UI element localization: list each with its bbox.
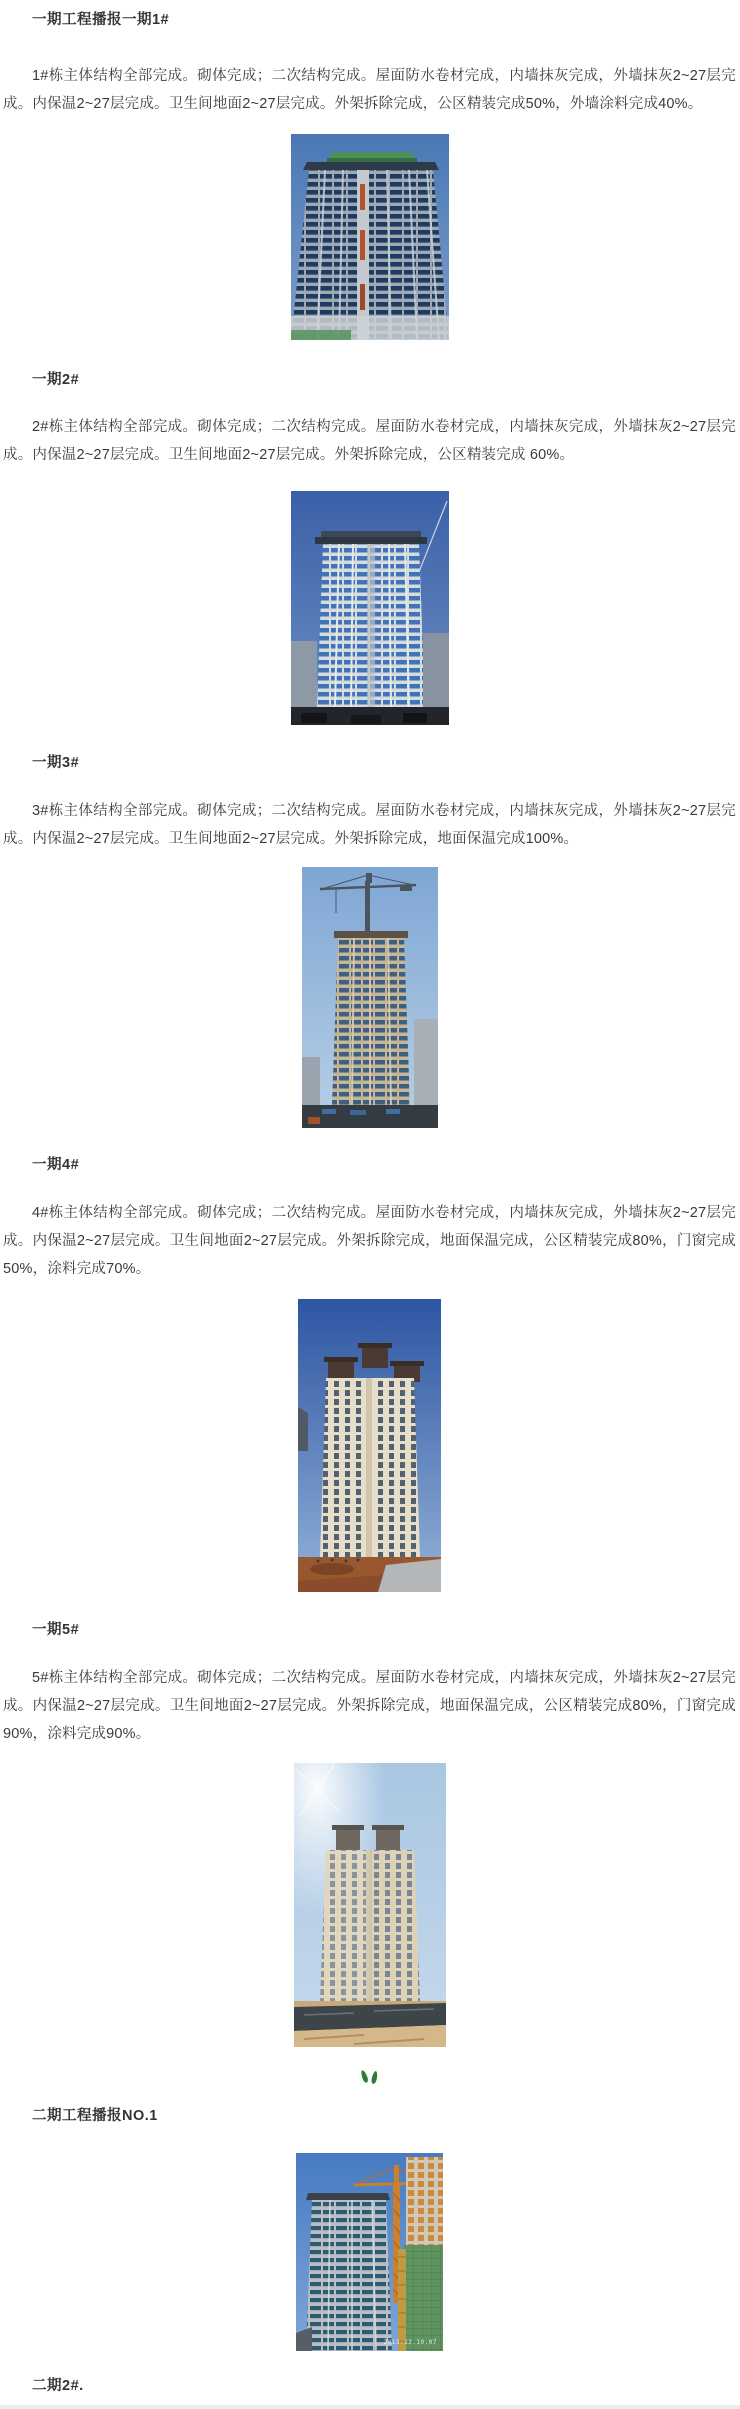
progress-paragraph-2: 2#栋主体结构全部完成。砌体完成；二次结构完成。屋面防水卷材完成，内墙抹灰完成，外墙抹灰2~27层完成。内保温2~27层完成。卫生间地面2~27层完成。外架拆除完成，公区精装完成 60%。: [3, 419, 736, 463]
tower-upward-view-illustration: [291, 134, 449, 340]
sunlit-tower-illustration: [294, 1763, 446, 2047]
section-heading-phase1-3: 一期3#: [32, 755, 80, 771]
tower-with-crane-illustration: [302, 867, 438, 1128]
section-heading-phase1-2: 一期2#: [32, 372, 80, 388]
section-heading-phase1-1: 一期工程播报一期1#: [32, 12, 170, 28]
green-leaf-icon: [371, 2071, 379, 2085]
progress-paragraph-4: 4#栋主体结构全部完成。砌体完成；二次结构完成。屋面防水卷材完成，内墙抹灰完成，外墙抹灰2~27层完成。内保温2~27层完成。卫生间地面2~27层完成。外架拆除完成，地面保温完成，公区精装完成80%，门窗完成50%，涂料完成70%。: [3, 1205, 736, 1277]
green-leaf-icon: [360, 2069, 369, 2083]
section-heading-phase2-intro: 二期工程播报NO.1: [32, 2108, 158, 2124]
section-heading-phase1-4: 一期4#: [32, 1157, 80, 1173]
leaf-divider: [3, 2062, 736, 2090]
scaffold-icon: [398, 2249, 406, 2351]
progress-paragraph-3: 3#栋主体结构全部完成。砌体完成；二次结构完成。屋面防水卷材完成，内墙抹灰完成，外墙抹灰2~27层完成。内保温2~27层完成。卫生间地面2~27层完成。外架拆除完成，地面保温完成100%。: [3, 803, 736, 847]
building-photo-6[interactable]: [296, 2153, 443, 2351]
section-heading-phase2-2: 二期2#.: [32, 2378, 84, 2394]
building-photo-1[interactable]: [291, 134, 449, 340]
dirt-foreground-icon: [298, 1557, 441, 1592]
tower-full-view-illustration: [291, 491, 449, 725]
podium-icon: [302, 1105, 438, 1128]
building-photo-4[interactable]: [298, 1299, 441, 1592]
capped-tower-illustration: [298, 1299, 441, 1592]
ground-foreground-icon: [294, 2001, 446, 2047]
progress-paragraph-5: 5#栋主体结构全部完成。砌体完成；二次结构完成。屋面防水卷材完成，内墙抹灰完成，外墙抹灰2~27层完成。内保温2~27层完成。卫生间地面2~27层完成。外架拆除完成，地面保温完成，公区精装完成80%，门窗完成90%，涂料完成90%。: [3, 1670, 736, 1742]
green-netting-icon: [404, 2245, 443, 2351]
podium-and-cars-icon: [291, 707, 449, 725]
building-photo-3[interactable]: [302, 867, 438, 1128]
construction-hoist-icon: [360, 184, 365, 310]
green-safety-net-icon: [327, 152, 417, 162]
building-photo-2[interactable]: [291, 491, 449, 725]
photo-timestamp-watermark: 2013.12.19.07: [383, 2339, 437, 2346]
building-photo-5[interactable]: [294, 1763, 446, 2047]
progress-paragraph-1: 1#栋主体结构全部完成。砌体完成；二次结构完成。屋面防水卷材完成，内墙抹灰完成，外墙抹灰2~27层完成。内保温2~27层完成。卫生间地面2~27层完成。外架拆除完成，公区精装完成50%，外墙涂料完成40%。: [3, 68, 736, 112]
section-heading-phase1-5: 一期5#: [32, 1622, 80, 1638]
phase2-site-illustration: [296, 2153, 443, 2351]
page-bottom-edge: [0, 2405, 740, 2409]
